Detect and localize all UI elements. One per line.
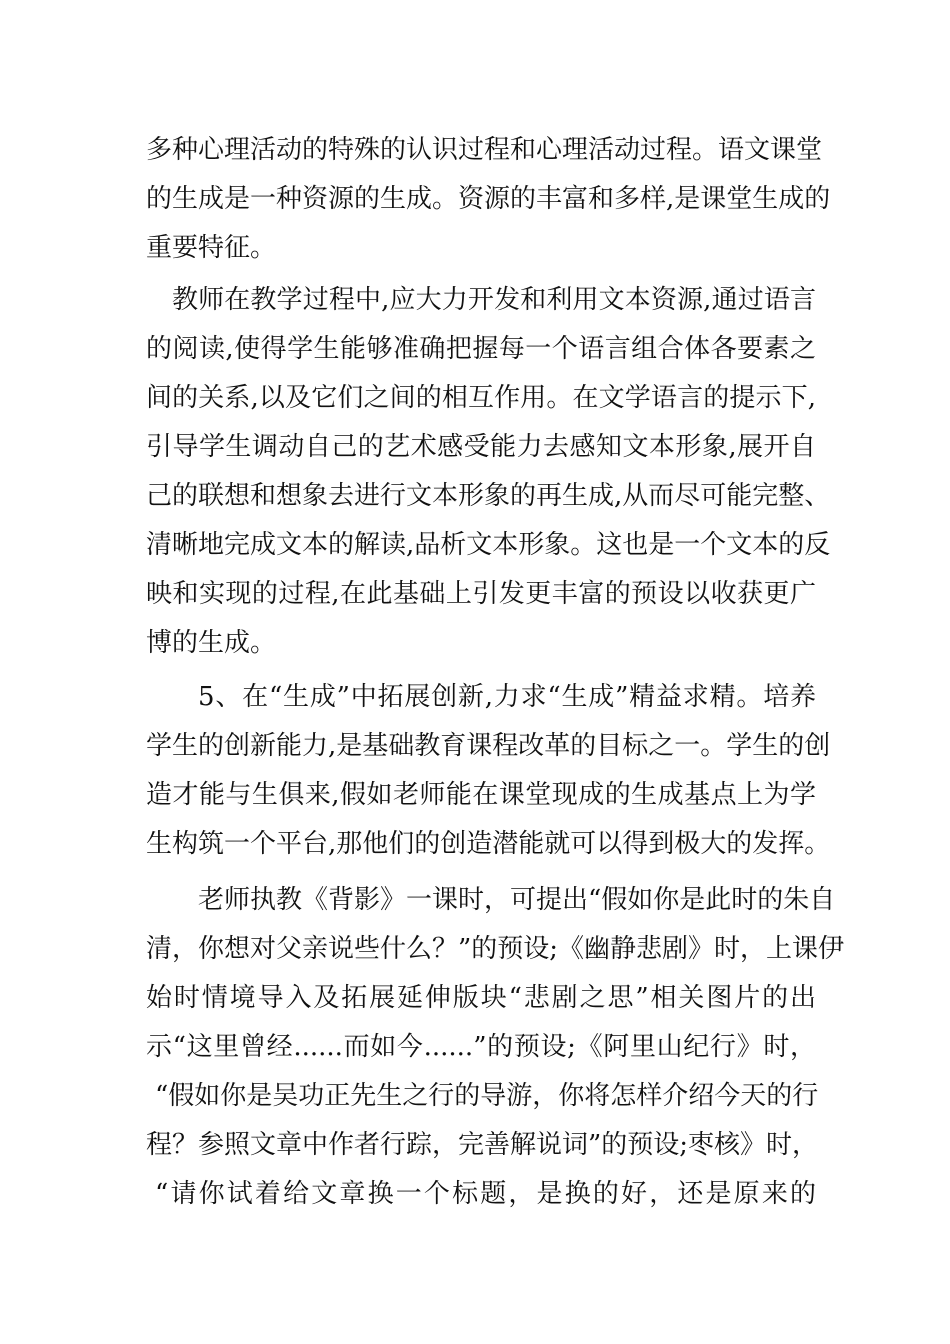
paragraph-3-line-4: 生构筑一个平台,那他们的创造潜能就可以得到极大的发挥。	[146, 829, 831, 859]
paragraph-3-line-2: 学生的创新能力,是基础教育课程改革的目标之一。学生的创	[146, 731, 831, 761]
paragraph-2-line-4: 引导学生调动自己的艺术感受能力去感知文本形象,展开自	[146, 432, 816, 462]
paragraph-3-line-1: 5、在“生成”中拓展创新,力求“生成”精益求精。培养	[198, 682, 816, 712]
paragraph-1-line-2: 的生成是一种资源的生成。资源的丰富和多样,是课堂生成的	[146, 184, 831, 214]
paragraph-4-line-7: “请你试着给文章换一个标题，是换的好，还是原来的	[155, 1179, 816, 1209]
paragraph-2-line-2: 的阅读,使得学生能够准确把握每一个语言组合体各要素之	[146, 334, 816, 364]
paragraph-2-line-6: 清晰地完成文本的解读,品析文本形象。这也是一个文本的反	[146, 530, 831, 560]
paragraph-4-line-3: 始时情境导入及拓展延伸版块“悲剧之思”相关图片的出	[146, 983, 816, 1013]
paragraph-4-line-5: “假如你是吴功正先生之行的导游，你将怎样介绍今天的行	[155, 1081, 819, 1111]
paragraph-3-line-3: 造才能与生俱来,假如老师能在课堂现成的生成基点上为学	[146, 780, 816, 810]
paragraph-2-line-8: 博的生成。	[146, 628, 277, 658]
paragraph-4-line-1: 老师执教《背影》一课时，可提出“假如你是此时的朱自	[198, 885, 836, 915]
paragraph-2-line-5: 己的联想和想象去进行文本形象的再生成,从而尽可能完整、	[146, 481, 831, 511]
paragraph-2-line-3: 间的关系,以及它们之间的相互作用。在文学语言的提示下,	[146, 383, 816, 413]
paragraph-1-line-1: 多种心理活动的特殊的认识过程和心理活动过程。语文课堂	[146, 135, 823, 165]
paragraph-4-line-2: 清，你想对父亲说些什么？”的预设;《幽静悲剧》时，上课伊	[146, 934, 845, 964]
paragraph-2-line-7: 映和实现的过程,在此基础上引发更丰富的预设以收获更广	[146, 579, 816, 609]
paragraph-2-line-1: 教师在教学过程中,应大力开发和利用文本资源,通过语言	[172, 285, 816, 315]
paragraph-1-line-3: 重要特征。	[146, 233, 277, 263]
paragraph-4-line-6: 程？参照文章中作者行踪，完善解说词”的预设;枣核》时，	[146, 1130, 819, 1160]
paragraph-4-line-4: 示“这里曾经......而如今......”的预设;《阿里山纪行》时，	[146, 1032, 816, 1062]
